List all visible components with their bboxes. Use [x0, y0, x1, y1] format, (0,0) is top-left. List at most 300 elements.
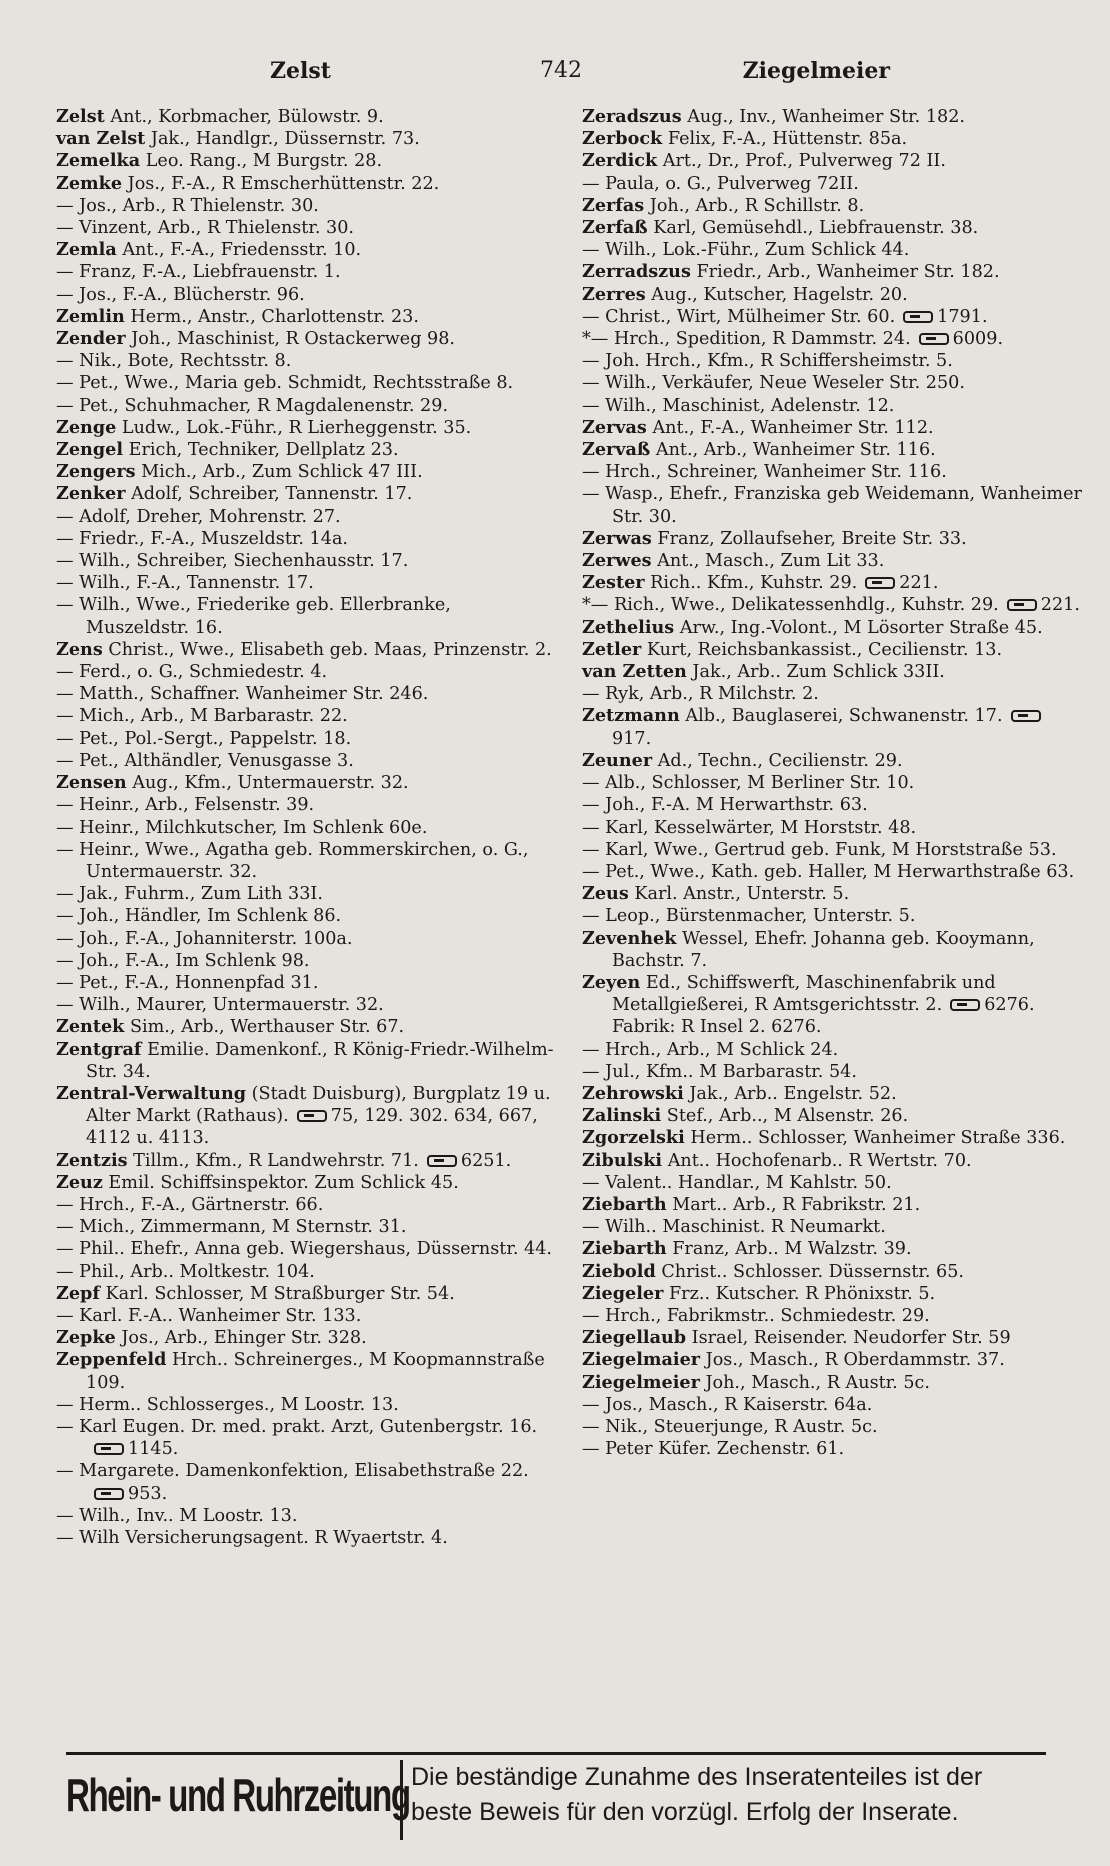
- telephone-icon: [1011, 710, 1041, 722]
- entry-details: Adolf, Schreiber, Tannenstr. 17.: [131, 484, 413, 505]
- entry-details: — Pet., Wwe., Maria geb. Schmidt, Rechtsstraße 8.: [56, 373, 514, 394]
- telephone-number: 6276. Fabrik: R Insel 2. 6276.: [612, 995, 1035, 1038]
- directory-entry: [582, 261, 1082, 283]
- entry-surname: Zethelius: [582, 616, 675, 638]
- entry-surname: van Zelst: [56, 128, 146, 150]
- entry-details: — Hrch., Arb., M Schlick 24.: [582, 1039, 839, 1060]
- directory-entry: [56, 905, 558, 927]
- entry-details: Leo. Rang., M Burgstr. 28.: [145, 151, 383, 172]
- entry-details: — Karl, Wwe., Gertrud geb. Funk, M Horststraße 53.: [582, 839, 1057, 860]
- entry-details: — Wilh., Maschinist, Adelenstr. 12.: [582, 395, 895, 416]
- entry-details: *— Rich., Wwe., Delikatessenhdlg., Kuhstr. 29.: [582, 595, 999, 616]
- directory-entry: [582, 1194, 1082, 1216]
- entry-surname: Zester: [582, 572, 645, 594]
- entry-details: — Wilh., Schreiber, Siechenhausstr. 17.: [56, 551, 409, 572]
- directory-entry: [56, 639, 558, 661]
- entry-details: — Joh. Hrch., Kfm., R Schiffersheimstr. 5.: [582, 351, 953, 372]
- entry-surname: Zeyen: [582, 971, 641, 993]
- directory-entry: [56, 239, 558, 261]
- telephone-icon: [297, 1110, 327, 1122]
- entry-details: Jos., Masch., R Oberdammstr. 37.: [705, 1350, 1005, 1371]
- entry-details: — Joh., Händler, Im Schlenk 86.: [56, 906, 342, 927]
- directory-entry: [582, 905, 1082, 927]
- directory-entry: [56, 1261, 558, 1283]
- entry-details: — Herm.. Schlosserges., M Loostr. 13.: [56, 1394, 399, 1415]
- directory-entry: [56, 1349, 558, 1393]
- directory-entry: [582, 106, 1082, 128]
- newspaper-advertisement: [64, 1760, 1076, 1840]
- entry-details: — Leop., Bürstenmacher, Unterstr. 5.: [582, 906, 916, 927]
- directory-entry: [56, 750, 558, 772]
- entry-details: Rich.. Kfm., Kuhstr. 29.: [650, 573, 858, 594]
- ad-slogan-line: beste Beweis für den vorzügl. Erfolg der Inserate.: [411, 1798, 959, 1826]
- directory-entry: [56, 572, 558, 594]
- entry-details: Wessel, Ehefr. Johanna geb. Kooymann, Bachstr. 7.: [612, 928, 1035, 971]
- directory-entry: [56, 1460, 558, 1504]
- page-number: 742: [540, 58, 582, 83]
- directory-entry: [582, 173, 1082, 195]
- entry-surname: Zepke: [56, 1327, 116, 1349]
- entry-surname: Zevenhek: [582, 927, 677, 949]
- directory-entry: [582, 350, 1082, 372]
- entry-surname: Zemelka: [56, 150, 141, 172]
- directory-entry: [582, 439, 1082, 461]
- entry-surname: Zentzis: [56, 1149, 128, 1171]
- directory-entry: [582, 1083, 1082, 1105]
- entry-surname: Zeppenfeld: [56, 1349, 167, 1371]
- entry-surname: Zengel: [56, 439, 124, 461]
- entry-details: — Ferd., o. G., Schmiedestr. 4.: [56, 662, 328, 683]
- directory-entry: [56, 883, 558, 905]
- entry-details: Aug., Kutscher, Hagelstr. 20.: [651, 284, 908, 305]
- telephone-icon: [427, 1155, 457, 1167]
- header-right-keyword: Ziegelmeier: [742, 58, 890, 84]
- telephone-number: 221.: [899, 573, 939, 594]
- entry-details: — Wilh., Wwe., Friederike geb. Ellerbranke, Muszeldstr. 16.: [56, 595, 451, 638]
- entry-surname: Zens: [56, 638, 103, 660]
- directory-entry: [56, 350, 558, 372]
- entry-surname: Zgorzelski: [582, 1127, 685, 1149]
- directory-entry: [56, 661, 558, 683]
- entry-details: Ludw., Lok.-Führ., R Lierheggenstr. 35.: [121, 417, 472, 438]
- entry-details: — Pet., Althändler, Venusgasse 3.: [56, 750, 354, 771]
- entry-details: Frz.. Kutscher. R Phönixstr. 5.: [668, 1283, 936, 1304]
- entry-details: Herm.. Schlosser, Wanheimer Straße 336.: [690, 1128, 1066, 1149]
- directory-entry: [56, 1216, 558, 1238]
- entry-details: — Margarete. Damenkonfektion, Elisabethstraße 22.: [56, 1461, 529, 1482]
- directory-entry: [582, 306, 1082, 328]
- telephone-icon: [94, 1488, 124, 1500]
- directory-entry: [56, 173, 558, 195]
- entry-details: Sim., Arb., Werthauser Str. 67.: [129, 1017, 405, 1038]
- directory-entry: [582, 528, 1082, 550]
- directory-entry: [56, 1083, 558, 1150]
- telephone-icon: [94, 1443, 124, 1455]
- entry-details: — Jul., Kfm.. M Barbarastr. 54.: [582, 1061, 857, 1082]
- entry-surname: Zerbock: [582, 128, 663, 150]
- directory-entry: [56, 683, 558, 705]
- entry-surname: Zentgraf: [56, 1038, 142, 1060]
- directory-entry: [56, 461, 558, 483]
- ad-brand: Rhein- und Ruhrzeitung: [66, 1769, 410, 1821]
- entry-details: Israel, Reisender. Neudorfer Str. 59: [691, 1328, 1011, 1349]
- entry-surname: Zerdick: [582, 150, 658, 172]
- entry-details: — Franz, F.-A., Liebfrauenstr. 1.: [56, 262, 341, 283]
- directory-entry: [56, 217, 558, 239]
- entry-details: — Heinr., Milchkutscher, Im Schlenk 60e.: [56, 817, 428, 838]
- directory-entry: [582, 1438, 1082, 1460]
- entry-details: — Jak., Fuhrm., Zum Lith 33I.: [56, 884, 323, 905]
- entry-details: Ed., Schiffswerft, Maschinenfabrik und Metallgießerei, R Amtsgerichtsstr. 2.: [612, 972, 996, 1016]
- directory-entry: [582, 928, 1082, 972]
- entry-surname: Zervas: [582, 416, 647, 438]
- entry-surname: Zetzmann: [582, 705, 680, 727]
- entry-surname: Zerfas: [582, 194, 645, 216]
- entry-details: Ant., Arb., Wanheimer Str. 116.: [655, 440, 936, 461]
- entry-details: Mich., Arb., Zum Schlick 47 III.: [141, 462, 423, 483]
- directory-entry: [56, 1505, 558, 1527]
- directory-entry: [582, 1327, 1082, 1349]
- directory-entry: [56, 284, 558, 306]
- header-left-keyword: Zelst: [270, 58, 331, 84]
- entry-surname: Zalinski: [582, 1105, 662, 1127]
- telephone-icon: [950, 999, 980, 1011]
- directory-entry: [56, 483, 558, 505]
- entry-surname: Zeus: [582, 883, 629, 905]
- entry-surname: Ziegeler: [582, 1282, 664, 1304]
- entry-details: Christ.. Schlosser. Düssernstr. 65.: [661, 1261, 965, 1282]
- entry-details: Ant., Masch., Zum Lit 33.: [657, 551, 885, 572]
- entry-details: — Jos., Arb., R Thielenstr. 30.: [56, 195, 319, 216]
- directory-entry: [582, 594, 1082, 616]
- divider-line: [66, 1752, 1046, 1755]
- entry-details: — Paula, o. G., Pulverweg 72II.: [582, 173, 859, 194]
- directory-entry: [582, 772, 1082, 794]
- directory-entry: [582, 661, 1082, 683]
- telephone-number: 917.: [612, 728, 652, 749]
- entry-details: — Wilh., Inv.. M Loostr. 13.: [56, 1505, 298, 1526]
- telephone-number: 1145.: [128, 1439, 179, 1460]
- entry-details: Stef., Arb.., M Alsenstr. 26.: [666, 1106, 909, 1127]
- entry-details: *— Hrch., Spedition, R Dammstr. 24.: [582, 329, 911, 350]
- directory-entry: [56, 528, 558, 550]
- directory-entry: [56, 1327, 558, 1349]
- telephone-icon: [919, 333, 949, 345]
- entry-details: — Joh., F.-A. M Herwarthstr. 63.: [582, 795, 868, 816]
- directory-entry: [56, 594, 558, 638]
- entry-details: Ant., F.-A., Wanheimer Str. 112.: [652, 417, 934, 438]
- entry-details: — Peter Küfer. Zechenstr. 61.: [582, 1439, 845, 1460]
- entry-details: — Heinr., Wwe., Agatha geb. Rommerskirchen, o. G., Untermauerstr. 32.: [56, 839, 529, 882]
- directory-entry: [56, 1150, 558, 1172]
- telephone-number: 1791.: [937, 306, 988, 327]
- directory-entry: [582, 750, 1082, 772]
- directory-entry: [582, 683, 1082, 705]
- directory-entry: [582, 883, 1082, 905]
- entry-surname: Ziegelmaier: [582, 1349, 701, 1371]
- directory-entry: [56, 1416, 558, 1460]
- entry-details: Karl. Schlosser, M Straßburger Str. 54.: [105, 1283, 455, 1304]
- entry-surname: Ziebold: [582, 1260, 656, 1282]
- directory-entry: [582, 1416, 1082, 1438]
- entry-details: — Wilh., Verkäufer, Neue Weseler Str. 250.: [582, 373, 965, 394]
- entry-details: Karl, Gemüsehdl., Liebfrauenstr. 38.: [653, 218, 979, 239]
- directory-entry: [56, 1305, 558, 1327]
- entry-details: — Joh., F.-A., Johanniterstr. 100a.: [56, 928, 353, 949]
- entry-details: — Alb., Schlosser, M Berliner Str. 10.: [582, 773, 915, 794]
- entry-details: Felix, F.-A., Hüttenstr. 85a.: [667, 129, 908, 150]
- directory-entry: [56, 728, 558, 750]
- telephone-number: 953.: [128, 1483, 168, 1504]
- directory-entry: [56, 994, 558, 1016]
- telephone-number: 6251.: [460, 1150, 512, 1171]
- right-column: [582, 106, 1082, 1460]
- entry-details: — Pet., Schuhmacher, R Magdalenenstr. 29.: [56, 395, 449, 416]
- entry-surname: van Zetten: [582, 661, 687, 683]
- entry-surname: Zensen: [56, 772, 127, 794]
- directory-entry: [56, 128, 558, 150]
- entry-details: Aug., Inv., Wanheimer Str. 182.: [687, 107, 965, 127]
- directory-entry: [56, 1394, 558, 1416]
- left-column: [56, 106, 558, 1549]
- directory-entry: [56, 1283, 558, 1305]
- entry-surname: Zemke: [56, 172, 123, 194]
- entry-details: Herm., Anstr., Charlottenstr. 23.: [130, 306, 419, 327]
- entry-details: — Jos., F.-A., Blücherstr. 96.: [56, 284, 305, 305]
- directory-entry: [56, 328, 558, 350]
- entry-details: Jos., F.-A., R Emscherhüttenstr. 22.: [127, 173, 440, 194]
- entry-surname: Ziebarth: [582, 1193, 667, 1215]
- entry-details: — Hrch., F.-A., Gärtnerstr. 66.: [56, 1194, 324, 1215]
- directory-entry: [582, 1150, 1082, 1172]
- directory-entry: [582, 217, 1082, 239]
- entry-details: Jak., Arb.. Zum Schlick 33II.: [692, 662, 945, 683]
- entry-surname: Ziegellaub: [582, 1327, 687, 1349]
- directory-entry: [582, 284, 1082, 306]
- entry-details: Franz, Arb.. M Walzstr. 39.: [672, 1239, 912, 1260]
- directory-entry: [56, 1039, 558, 1083]
- entry-surname: Zerradszus: [582, 261, 691, 283]
- directory-entry: [582, 1394, 1082, 1416]
- directory-entry: [582, 1061, 1082, 1083]
- telephone-number: 221.: [1040, 595, 1080, 616]
- entry-details: Emilie. Damenkonf., R König-Friedr.-Wilhelm-Str. 34.: [86, 1039, 554, 1082]
- entry-surname: Ziebarth: [582, 1238, 667, 1260]
- directory-entry: [56, 794, 558, 816]
- entry-surname: Zerfaß: [582, 217, 648, 239]
- directory-entry: [582, 972, 1082, 1039]
- telephone-number: 75, 129. 302. 634, 667, 4112 u. 4113.: [86, 1106, 538, 1149]
- entry-details: — Mich., Arb., M Barbarastr. 22.: [56, 706, 348, 727]
- directory-entry: [582, 372, 1082, 394]
- directory-entry: [582, 417, 1082, 439]
- entry-details: — Joh., F.-A., Im Schlenk 98.: [56, 950, 310, 971]
- entry-details: Kurt, Reichsbankassist., Cecilienstr. 13.: [646, 639, 1003, 660]
- directory-entry: [56, 195, 558, 217]
- ad-slogan: [400, 1760, 1076, 1840]
- entry-surname: Zervaß: [582, 439, 651, 461]
- directory-entry: [56, 1194, 558, 1216]
- directory-entry: [56, 106, 558, 128]
- directory-entry: [56, 950, 558, 972]
- entry-details: — Pet., Wwe., Kath. geb. Haller, M Herwarthstraße 63.: [582, 861, 1075, 882]
- entry-details: — Jos., Masch., R Kaiserstr. 64a.: [582, 1394, 873, 1415]
- entry-surname: Zemla: [56, 239, 117, 261]
- entry-surname: Zibulski: [582, 1149, 663, 1171]
- entry-details: Emil. Schiffsinspektor. Zum Schlick 45.: [108, 1172, 459, 1193]
- directory-entry: [582, 617, 1082, 639]
- directory-entry: [582, 1238, 1082, 1260]
- entry-details: — Friedr., F.-A., Muszeldstr. 14a.: [56, 528, 349, 549]
- entry-surname: Zemlin: [56, 305, 125, 327]
- entry-surname: Zenge: [56, 416, 117, 438]
- directory-entry: [582, 1261, 1082, 1283]
- entry-surname: Zentek: [56, 1016, 125, 1038]
- entry-details: Ant.. Hochofenarb.. R Wertstr. 70.: [667, 1150, 972, 1171]
- entry-details: Arw., Ing.-Volont., M Lösorter Straße 45.: [679, 617, 1043, 638]
- entry-details: Jos., Arb., Ehinger Str. 328.: [121, 1328, 367, 1349]
- directory-entry: [582, 639, 1082, 661]
- directory-entry: [582, 461, 1082, 483]
- directory-entry: [56, 506, 558, 528]
- directory-entry: [56, 705, 558, 727]
- entry-details: Aug., Kfm., Untermauerstr. 32.: [132, 773, 409, 794]
- directory-entry: [582, 1349, 1082, 1371]
- entry-surname: Zentral-Verwaltung: [56, 1082, 247, 1104]
- entry-details: — Wilh.. Maschinist. R Neumarkt.: [582, 1217, 886, 1238]
- directory-entry: [56, 928, 558, 950]
- entry-surname: Zeradszus: [582, 106, 682, 127]
- directory-entry: [56, 1527, 558, 1549]
- telephone-icon: [865, 577, 895, 589]
- entry-details: Ad., Techn., Cecilienstr. 29.: [657, 750, 903, 771]
- entry-details: — Mich., Zimmermann, M Sternstr. 31.: [56, 1217, 407, 1238]
- directory-entry: [56, 261, 558, 283]
- entry-details: — Wasp., Ehefr., Franziska geb Weidemann, Wanheimer Str. 30.: [582, 484, 1082, 527]
- entry-details: Karl. Anstr., Unterstr. 5.: [634, 884, 850, 905]
- directory-entry: [56, 306, 558, 328]
- entry-surname: Zengers: [56, 461, 136, 483]
- entry-details: Joh., Maschinist, R Ostackerweg 98.: [131, 329, 456, 350]
- entry-details: — Nik., Bote, Rechtsstr. 8.: [56, 351, 292, 372]
- entry-details: Mart.. Arb., R Fabrikstr. 21.: [672, 1194, 921, 1215]
- entry-details: — Christ., Wirt, Mülheimer Str. 60.: [582, 306, 896, 327]
- entry-details: Friedr., Arb., Wanheimer Str. 182.: [696, 262, 1000, 283]
- entry-surname: Zerwes: [582, 550, 652, 572]
- directory-entry: [582, 1039, 1082, 1061]
- entry-surname: Zerres: [582, 283, 646, 305]
- directory-entry: [582, 794, 1082, 816]
- entry-details: — Matth., Schaffner. Wanheimer Str. 246.: [56, 684, 429, 705]
- entry-details: Hrch.. Schreinerges., M Koopmannstraße 109.: [86, 1350, 545, 1393]
- entry-surname: Zehrowski: [582, 1082, 684, 1104]
- directory-entry: [56, 1172, 558, 1194]
- directory-entry: [582, 1372, 1082, 1394]
- directory-entry: [582, 1105, 1082, 1127]
- entry-details: — Hrch., Fabrikmstr.. Schmiedestr. 29.: [582, 1305, 930, 1326]
- entry-details: Ant., Korbmacher, Bülowstr. 9.: [110, 107, 384, 127]
- entry-details: Ant., F.-A., Friedensstr. 10.: [122, 240, 362, 261]
- directory-entry: [582, 483, 1082, 527]
- directory-entry: [56, 439, 558, 461]
- page-header: [60, 58, 1070, 88]
- telephone-number: 6009.: [952, 329, 1004, 350]
- entry-details: — Hrch., Schreiner, Wanheimer Str. 116.: [582, 462, 947, 483]
- entry-details: — Wilh., F.-A., Tannenstr. 17.: [56, 573, 314, 594]
- directory-entry: [582, 195, 1082, 217]
- directory-entry: [56, 395, 558, 417]
- directory-entry: [56, 1016, 558, 1038]
- directory-entry: [582, 817, 1082, 839]
- entry-surname: Zender: [56, 328, 126, 350]
- directory-entry: [56, 839, 558, 883]
- entry-details: Christ., Wwe., Elisabeth geb. Maas, Prinzenstr. 2.: [108, 639, 552, 660]
- entry-details: Alb., Bauglaserei, Schwanenstr. 17.: [685, 706, 1003, 727]
- directory-entry: [582, 395, 1082, 417]
- directory-entry: [582, 705, 1082, 749]
- directory-entry: [582, 1283, 1082, 1305]
- entry-details: — Valent.. Handlar., M Kahlstr. 50.: [582, 1172, 892, 1193]
- directory-entry: [582, 128, 1082, 150]
- entry-details: — Wilh., Lok.-Führ., Zum Schlick 44.: [582, 240, 910, 261]
- entry-details: — Pet., Pol.-Sergt., Pappelstr. 18.: [56, 728, 352, 749]
- entry-details: — Karl. F.-A.. Wanheimer Str. 133.: [56, 1305, 362, 1326]
- entry-details: — Adolf, Dreher, Mohrenstr. 27.: [56, 506, 341, 527]
- entry-details: — Phil., Arb.. Moltkestr. 104.: [56, 1261, 315, 1282]
- entry-details: Franz, Zollaufseher, Breite Str. 33.: [657, 528, 967, 549]
- entry-surname: Zenker: [56, 483, 126, 505]
- entry-details: Jak., Arb.. Engelstr. 52.: [689, 1083, 897, 1104]
- entry-surname: Ziegelmeier: [582, 1371, 700, 1393]
- directory-entry: [56, 1238, 558, 1260]
- telephone-icon: [903, 311, 933, 323]
- entry-details: — Nik., Steuerjunge, R Austr. 5c.: [582, 1416, 878, 1437]
- entry-details: — Karl Eugen. Dr. med. prakt. Arzt, Gutenbergstr. 16.: [56, 1416, 538, 1437]
- directory-entry: [582, 1216, 1082, 1238]
- directory-entry: [582, 1305, 1082, 1327]
- entry-details: — Karl, Kesselwärter, M Horststr. 48.: [582, 817, 917, 838]
- ad-slogan-line: Die beständige Zunahme des Inseratenteiles ist der: [411, 1763, 983, 1791]
- directory-entry: [582, 1127, 1082, 1149]
- entry-surname: Zetler: [582, 638, 642, 660]
- directory-entry: [582, 239, 1082, 261]
- entry-surname: Zepf: [56, 1282, 100, 1304]
- directory-entry: [56, 550, 558, 572]
- entry-details: — Pet., F.-A., Honnenpfad 31.: [56, 972, 319, 993]
- entry-details: Erich, Techniker, Dellplatz 23.: [128, 440, 399, 461]
- entry-details: — Phil.. Ehefr., Anna geb. Wiegershaus, Düssernstr. 44.: [56, 1239, 552, 1260]
- directory-entry: [56, 150, 558, 172]
- entry-details: Art., Dr., Prof., Pulverweg 72 II.: [662, 151, 946, 172]
- entry-surname: Zeuz: [56, 1171, 103, 1193]
- entry-details: — Wilh., Maurer, Untermauerstr. 32.: [56, 995, 384, 1016]
- entry-details: Joh., Arb., R Schillstr. 8.: [649, 195, 865, 216]
- directory-entry: [56, 417, 558, 439]
- entry-details: Tillm., Kfm., R Landwehrstr. 71.: [133, 1150, 419, 1171]
- directory-entry: [582, 550, 1082, 572]
- directory-entry: [582, 150, 1082, 172]
- entry-surname: Zeuner: [582, 749, 653, 771]
- directory-entry: [56, 772, 558, 794]
- directory-entry: [582, 572, 1082, 594]
- entry-details: — Wilh Versicherungsagent. R Wyaertstr. 4.: [56, 1528, 448, 1548]
- entry-details: — Heinr., Arb., Felsenstr. 39.: [56, 795, 315, 816]
- entry-surname: Zelst: [56, 106, 105, 127]
- directory-entry: [582, 1172, 1082, 1194]
- entry-surname: Zerwas: [582, 527, 652, 549]
- entry-details: Joh., Masch., R Austr. 5c.: [705, 1372, 930, 1393]
- entry-details: Jak., Handlgr., Düssernstr. 73.: [150, 129, 420, 150]
